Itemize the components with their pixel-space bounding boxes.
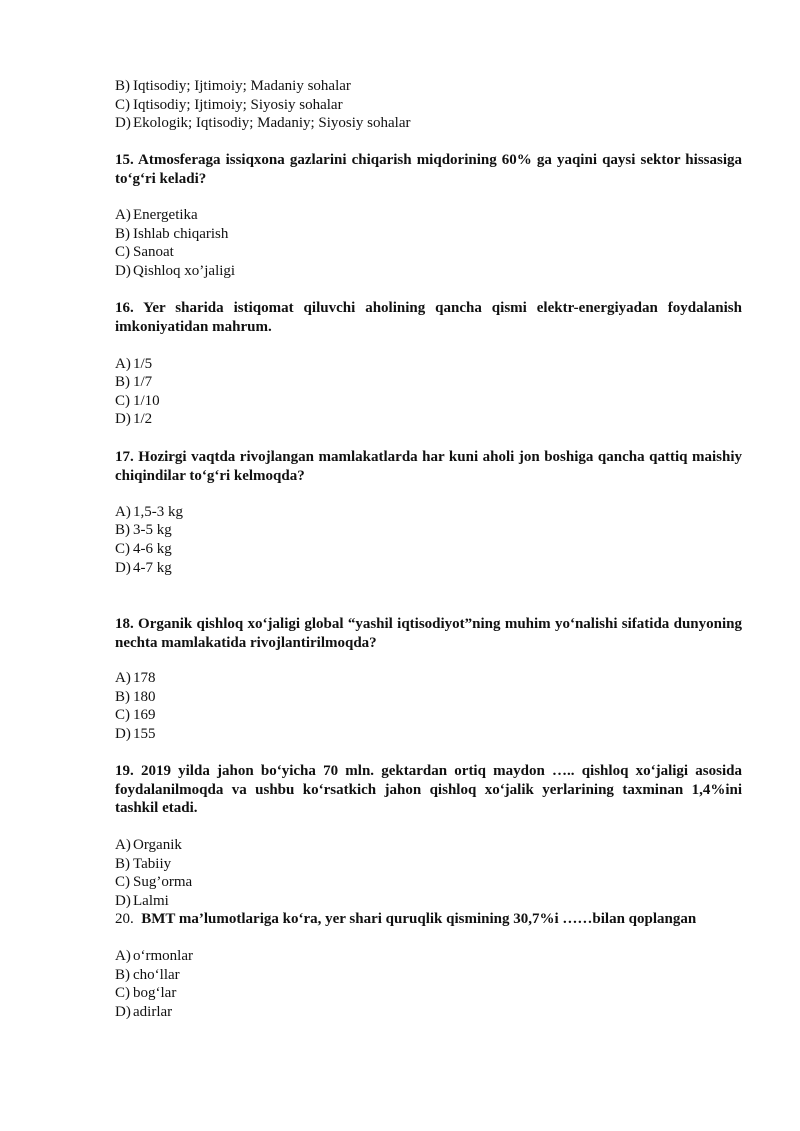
- q15-option-c: C) Sanoat: [115, 244, 174, 260]
- q14-option-b: B) Iqtisodiy; Ijtimoiy; Madaniy sohalar: [115, 78, 351, 94]
- q18-option-b: B) 180: [115, 689, 156, 705]
- q16-option-b: B) 1/7: [115, 374, 153, 390]
- q18-option-d: D) 155: [115, 726, 156, 742]
- question-20: [115, 910, 742, 929]
- q19-option-c: C) Sug’orma: [115, 874, 193, 890]
- q16-option-a: A) 1/5: [115, 356, 153, 372]
- q20-option-c: C) bog‘lar: [115, 985, 177, 1001]
- question-20-text: BMT ma’lumotlariga ko‘ra, yer shari quruqlik qismining 30,7%i ……bilan qoplangan: [141, 911, 697, 927]
- question-19: 19. 2019 yilda jahon bo‘yicha 70 mln. gektardan ortiq maydon ….. qishloq xo‘jaligi asosida foydalanilmoqda va ushbu ko‘rsatkich jahon qishloq xo‘jalik yerlarining taxminan 1,4%ini tashkil etadi.: [115, 763, 742, 816]
- q17-option-d: D) 4-7 kg: [115, 560, 172, 576]
- q16-option-c: C) 1/10: [115, 393, 160, 409]
- q18-option-a: A) 178: [115, 670, 156, 686]
- q20-option-a: A) o‘rmonlar: [115, 948, 193, 964]
- q20-option-b: B) cho‘llar: [115, 967, 180, 983]
- question-18: 18. Organik qishloq xo‘jaligi global “yashil iqtisodiyot”ning muhim yo‘nalishi sifatida dunyoning nechta mamlakatida rivojlantirilmoqda?: [115, 616, 742, 651]
- q14-option-c: C) Iqtisodiy; Ijtimoiy; Siyosiy sohalar: [115, 96, 343, 113]
- q19-option-d: D) Lalmi: [115, 893, 169, 909]
- q14-option-d: D) Ekologik; Iqtisodiy; Madaniy; Siyosiy sohalar: [115, 115, 411, 131]
- q17-option-c: C) 4-6 kg: [115, 541, 172, 557]
- q15-option-b: B) Ishlab chiqarish: [115, 226, 229, 242]
- q17-option-b: B) 3-5 kg: [115, 522, 172, 538]
- q16-option-d: D) 1/2: [115, 411, 153, 427]
- question-15: 15. Atmosferaga issiqxona gazlarini chiqarish miqdorining 60% ga yaqini qaysi sektor hissasiga to‘g‘ri keladi?: [115, 152, 742, 187]
- q19-option-a: A) Organik: [115, 837, 182, 853]
- q15-option-d: D) Qishloq xo’jaligi: [115, 263, 236, 279]
- q19-option-b: B) Tabiiy: [115, 856, 172, 872]
- q20-option-d: D) adirlar: [115, 1004, 173, 1020]
- question-17: 17. Hozirgi vaqtda rivojlangan mamlakatlarda har kuni aholi jon boshiga qancha qattiq maishiy chiqindilar to‘g‘ri kelmoqda?: [115, 449, 742, 484]
- q15-option-a: A) Energetika: [115, 207, 198, 223]
- question-20-number: 20.: [115, 911, 134, 927]
- q18-option-c: C) 169: [115, 707, 156, 723]
- question-16: 16. Yer sharida istiqomat qiluvchi aholining qancha qismi elektr-energiyadan foydalanish imkoniyatidan mahrum.: [115, 300, 742, 335]
- q17-option-a: A) 1,5-3 kg: [115, 504, 183, 520]
